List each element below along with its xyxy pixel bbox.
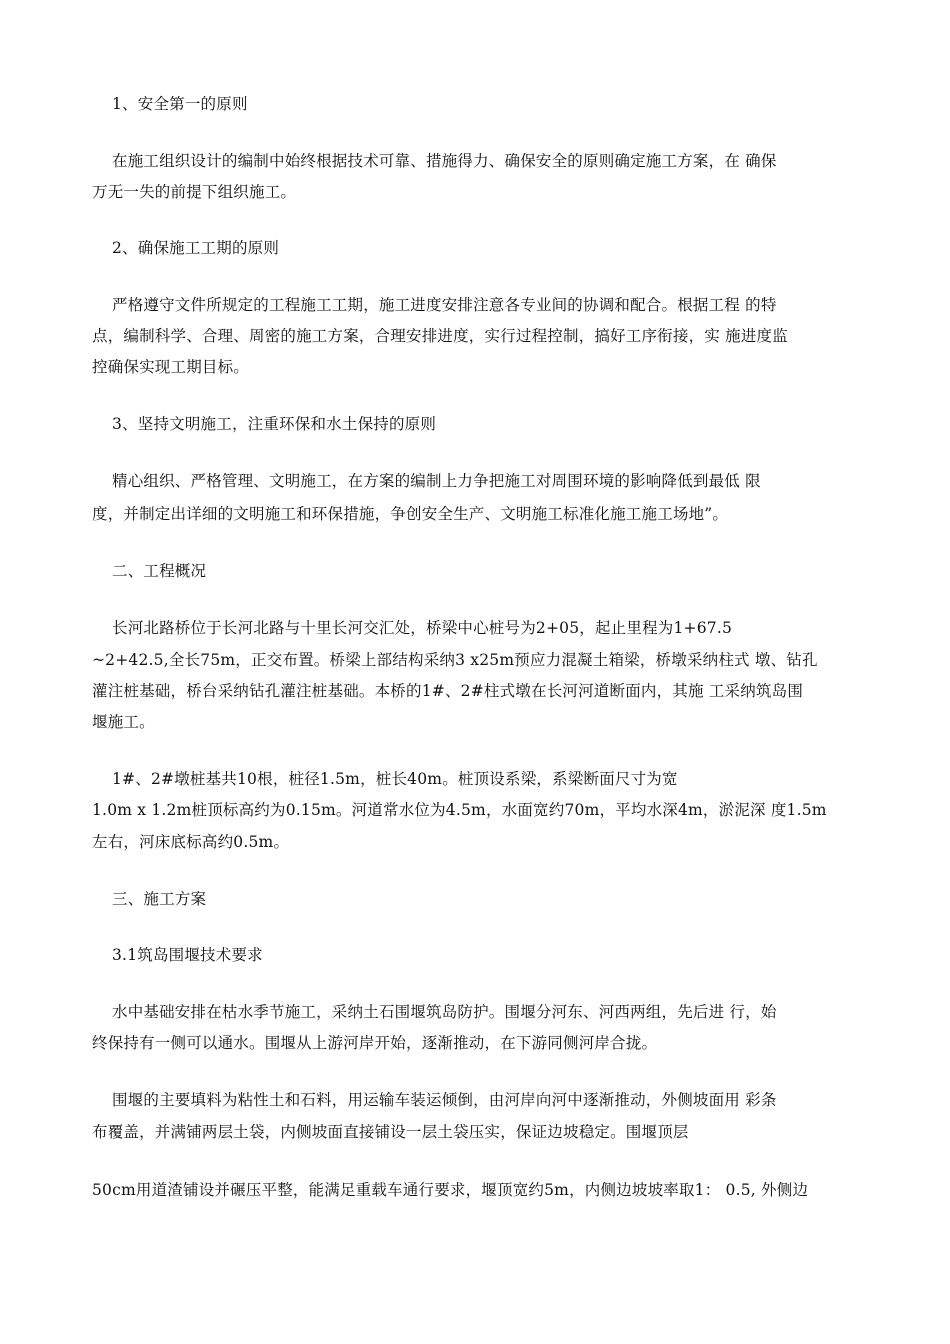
chapter-heading: 三、施工方案 (112, 890, 207, 908)
paragraph-line: 精心组织、严格管理、文明施工，在方案的编制上力争把施工对周围环境的影响降低到最低 限 (112, 472, 761, 490)
paragraph-line: 50cm用道渣铺设并碾压平整，能满足重载车通行要求，堰顶宽约5m，内侧边坡坡率取1： 0.5, 外侧边 (92, 1181, 809, 1199)
paragraph-line: 灌注桩基础，桥台采纳钻孔灌注桩基础。本桥的1#、2#柱式墩在长河河道断面内，其施 工采纳筑岛围 (92, 682, 804, 700)
section-heading: 1、安全第一的原则 (112, 95, 248, 113)
paragraph-line: 严格遵守文件所规定的工程施工工期，施工进度安排注意各专业间的协调和配合。根据工程 的特 (112, 296, 777, 314)
paragraph-line: 万无一失的前提下组织施工。 (92, 183, 297, 201)
paragraph-line: 左右，河床底标高约0.5m。 (92, 833, 290, 851)
paragraph-line: 长河北路桥位于长河北路与十里长河交汇处，桥梁中心桩号为2+05，起止里程为1+67.5 (112, 619, 733, 637)
paragraph-line: 控确保实现工期目标。 (92, 358, 250, 376)
paragraph-line: 布覆盖，并满铺两层土袋，内侧坡面直接铺设一层土袋压实，保证边坡稳定。围堰顶层 (92, 1123, 689, 1141)
paragraph-line: 度，并制定出详细的文明施工和环保措施，争创安全生产、文明施工标准化施工施工场地”。 (92, 505, 729, 523)
chapter-heading: 二、工程概况 (112, 562, 207, 580)
section-heading: 2、确保施工工期的原则 (112, 239, 280, 257)
paragraph-line: 1.0m x 1.2m桩顶标高约为0.15m。河道常水位为4.5m，水面宽约70m，平均水深4m，淤泥深 度1.5m (92, 801, 827, 819)
section-heading: 3、坚持文明施工，注重环保和水土保持的原则 (112, 415, 437, 433)
paragraph-line: ~2+42.5,全长75m，正交布置。桥梁上部结构采纳3 x25m预应力混凝土箱梁，桥墩采纳柱式 墩、钻孔 (92, 651, 818, 669)
paragraph-line: 在施工组织设计的编制中始终根据技术可靠、措施得力、确保安全的原则确定施工方案，在 确保 (112, 152, 777, 170)
paragraph-line: 水中基础安排在枯水季节施工，采纳土石围堰筑岛防护。围堰分河东、河西两组，先后进 行，始 (112, 1003, 777, 1021)
paragraph-line: 围堰的主要填料为粘性土和石料，用运输车装运倾倒，由河岸向河中逐渐推动，外侧坡面用 彩条 (112, 1091, 777, 1109)
subsection-heading: 3.1筑岛围堰技术要求 (112, 946, 263, 964)
paragraph-line: 终保持有一侧可以通水。围堰从上游河岸开始，逐渐推动，在下游同侧河岸合拢。 (92, 1034, 658, 1052)
paragraph-line: 1#、2#墩桩基共10根，桩径1.5m，桩长40m。桩顶设系梁，系梁断面尺寸为宽 (112, 770, 678, 788)
paragraph-line: 堰施工。 (92, 713, 155, 731)
paragraph-line: 点，编制科学、合理、周密的施工方案，合理安排进度，实行过程控制，搞好工序衔接，实 施进度监 (92, 327, 788, 345)
